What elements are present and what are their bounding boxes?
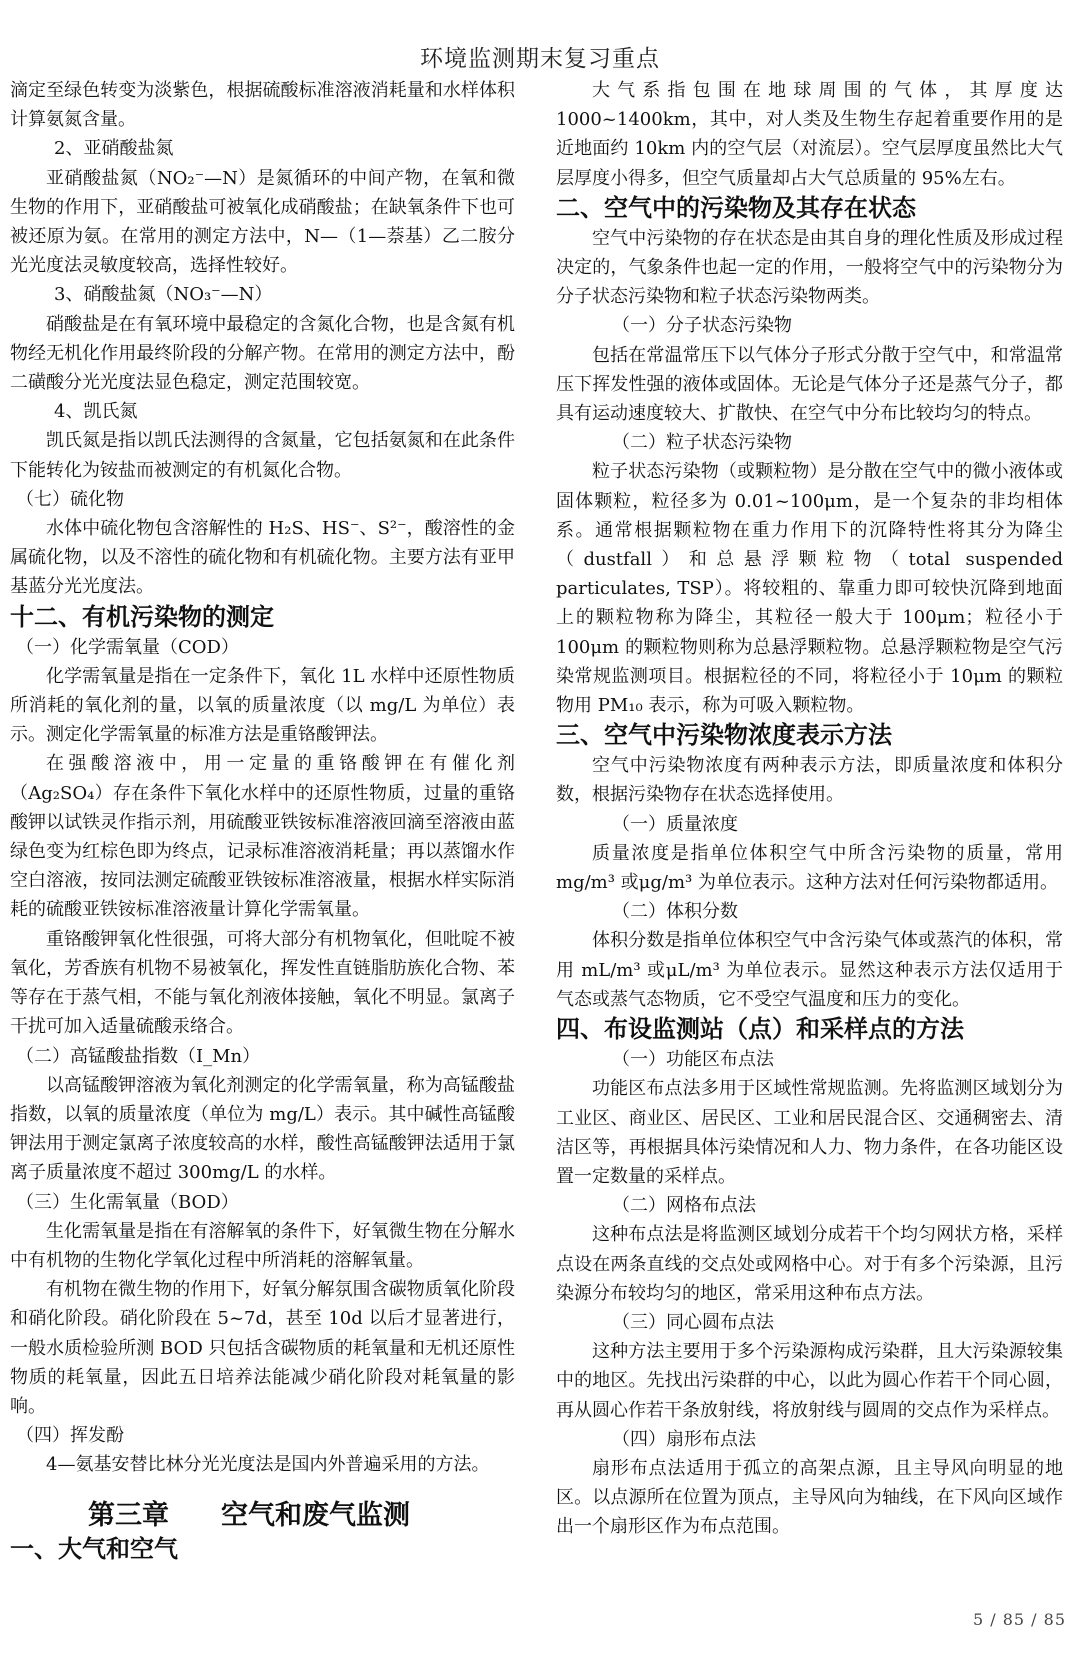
chapter-heading: [10, 1498, 515, 1534]
paragraph: 水体中硫化物包含溶解性的 H₂S、HS⁻、S²⁻，酸溶性的金属硫化物，以及不溶性的硫化物和有机硫化物。主要方法有亚甲基蓝分光光度法。: [10, 518, 515, 598]
paragraph: 空气中污染物浓度有两种表示方法，即质量浓度和体积分数，根据污染物存在状态选择使用。: [556, 755, 1063, 806]
subheading-concentric: （三）同心圆布点法: [612, 1311, 774, 1333]
subheading-nitrate: 3、硝酸盐氮（NO₃⁻—N）: [54, 284, 273, 306]
paragraph: 功能区布点法多用于区域性常规监测。先将监测区域划分为工业区、商业区、居民区、工业和居民混合区、交通稠密去、清洁区等，再根据具体污染情况和人力、物力条件，在各功能区设置一定数量的采样点。: [556, 1078, 1063, 1187]
subheading-sulfide: （七）硫化物: [16, 488, 124, 510]
left-column: [10, 76, 515, 1565]
subheading-molecular: （一）分子状态污染物: [612, 315, 792, 337]
page-number: 5 / 85 / 85: [972, 1610, 1066, 1629]
section-heading-air: 一、大气和空气: [10, 1534, 178, 1563]
paragraph: 这种布点法是将监测区域划分成若干个均匀网状方格，采样点设在两条直线的交点处或网格中心。对于有多个污染源，且污染源分布较均匀的地区，常采用这种布点方法。: [556, 1224, 1063, 1304]
paragraph: 生化需氧量是指在有溶解氧的条件下，好氧微生物在分解水中有机物的生物化学氧化过程中所消耗的溶解氧量。: [10, 1220, 515, 1271]
subheading-cod: （一）化学需氧量（COD）: [16, 636, 239, 658]
paragraph: 有机物在微生物的作用下，好氧分解氛围含碳物质氧化阶段和硝化阶段。硝化阶段在 5~7d，甚至 10d 以后才显著进行，一般水质检验所测 BOD 只包括含碳物质的耗氧量和无机还原性物质的耗氧量，因此五日培养法能减少硝化阶段对耗氧量的影响。: [10, 1279, 515, 1417]
section-heading-sites: 四、布设监测站（点）和采样点的方法: [556, 1015, 964, 1044]
paragraph: 亚硝酸盐氮（NO₂⁻—N）是氮循环的中间产物，在氧和微生物的作用下，亚硝酸盐可被氧化成硝酸盐；在缺氧条件下也可被还原为氨。在常用的测定方法中，N—（1—萘基）乙二胺分光光度法灵敏度较高，选择性较好。: [10, 167, 515, 277]
paragraph: 化学需氧量是指在一定条件下，氧化 1L 水样中还原性物质所消耗的氧化剂的量，以氧的质量浓度（以 mg/L 为单位）表示。测定化学需氧量的标准方法是重铬酸钾法。: [10, 665, 515, 746]
paragraph: 硝酸盐是在有氧环境中最稳定的含氮化合物，也是含氮有机物经无机化作用最终阶段的分解产物。在常用的测定方法中，酚二磺酸分光光度法显色稳定，测定范围较宽。: [10, 313, 515, 394]
section-heading-pollutants: 二、空气中的污染物及其存在状态: [556, 193, 916, 222]
subheading-fan: （四）扇形布点法: [612, 1428, 756, 1450]
paragraph: 滴定至绿色转变为淡紫色，根据硫酸标准溶液消耗量和水样体积计算氨氮含量。: [10, 80, 515, 131]
paragraph: 包括在常温常压下以气体分子形式分散于空气中，和常温常压下挥发性强的液体或固体。无论是气体分子还是蒸气分子，都具有运动速度较大、扩散快、在空气中分布比较均匀的特点。: [556, 344, 1063, 425]
subheading-functional: （一）功能区布点法: [612, 1049, 774, 1071]
subheading-grid: （二）网格布点法: [612, 1195, 756, 1217]
paragraph: 重铬酸钾氧化性很强，可将大部分有机物氧化，但吡啶不被氧化，芳香族有机物不易被氧化，挥发性直链脂肪族化合物、苯等存在于蒸气相，不能与氧化剂液体接触，氧化不明显。氯离子干扰可加入适量硫酸汞络合。: [10, 928, 515, 1038]
paragraph: 在强酸溶液中，用一定量的重铬酸钾在有催化剂（Ag₂SO₄）存在条件下氧化水样中的还原性物质，过量的重铬酸钾以试铁灵作指示剂，用硫酸亚铁铵标准溶液回滴至溶液由蓝绿色变为红棕色即为终点，记录标准溶液消耗量；再以蒸馏水作空白溶液，按同法测定硫酸亚铁铵标准溶液量，根据水样实际消耗的硫酸亚铁铵标准溶液量计算化学需氧量。: [10, 753, 515, 921]
paragraph: 以高锰酸钾溶液为氧化剂测定的化学需氧量，称为高锰酸盐指数，以氧的质量浓度（单位为 mg/L）表示。其中碱性高锰酸钾法用于测定氯离子浓度较高的水样，酸性高锰酸钾法适用于氯离子质量浓度不超过 300mg/L 的水样。: [10, 1074, 515, 1184]
paragraph: 体积分数是指单位体积空气中含污染气体或蒸汽的体积，常用 mL/m³ 或μL/m³ 为单位表示。显然这种表示方法仅适用于气态或蒸气态物质，它不受空气温度和压力的变化。: [556, 930, 1063, 1010]
paragraph: 这种方法主要用于多个污染源构成污染群，且大污染源较集中的地区。先找出污染群的中心，以此为圆心作若干个同心圆，再从圆心作若干条放射线，将放射线与圆周的交点作为采样点。: [556, 1341, 1063, 1421]
subheading-mass: （一）质量浓度: [612, 813, 738, 835]
paragraph: 空气中污染物的存在状态是由其自身的理化性质及形成过程决定的，气象条件也起一定的作用，一般将空气中的污染物分为分子状态污染物和粒子状态污染物两类。: [556, 227, 1063, 308]
paragraph: 扇形布点法适用于孤立的高架点源，且主导风向明显的地区。以点源所在位置为顶点，主导风向为轴线，在下风向区域作出一个扇形区作为布点范围。: [556, 1457, 1063, 1538]
subheading-volume: （二）体积分数: [612, 901, 738, 923]
subheading-imn: （二）高锰酸盐指数（I_Mn）: [16, 1045, 261, 1067]
subheading-phenol: （四）挥发酚: [16, 1425, 124, 1447]
chapter-title: 空气和废气监测: [221, 1499, 410, 1531]
paragraph: 大气系指包围在地球周围的气体，其厚度达 1000~1400km，其中，对人类及生物生存起着重要作用的是近地面约 10km 内的空气层（对流层）。空气层厚度虽然比大气层厚度小得多，但空气质量却占大气总质量的 95%左右。: [556, 80, 1063, 189]
section-heading-concentration: 三、空气中污染物浓度表示方法: [556, 721, 892, 750]
right-column: [556, 76, 1063, 1542]
paragraph: 凯氏氮是指以凯氏法测得的含氮量，它包括氨氮和在此条件下能转化为铵盐而被测定的有机氮化合物。: [10, 430, 515, 481]
paragraph: 粒子状态污染物（或颗粒物）是分散在空气中的微小液体或固体颗粒，粒径多为 0.01~100μm，是一个复杂的非均相体系。通常根据颗粒物在重力作用下的沉降特性将其分为降尘（dustfall）和总悬浮颗粒物（total suspended particulates, TSP）。将较粗的、靠重力即可较快沉降到地面上的颗粒物称为降尘，其粒径一般大于 100μm；粒径小于 100μm 的颗粒物则称为总悬浮颗粒物。总悬浮颗粒物是空气污染常规监测项目。根据粒径的不同，将粒径小于 10μm 的颗粒物用 PM₁₀ 表示，称为可吸入颗粒物。: [556, 461, 1063, 717]
subheading-bod: （三）生化需氧量（BOD）: [16, 1191, 239, 1213]
subheading-nitrite: 2、亚硝酸盐氮: [54, 138, 174, 160]
subheading-kjeldahl: 4、凯氏氮: [54, 401, 138, 423]
page-header-title: 环境监测期末复习重点: [420, 46, 660, 72]
section-heading-organic: 十二、有机污染物的测定: [10, 602, 274, 631]
chapter-number: 第三章: [88, 1499, 169, 1531]
paragraph: 质量浓度是指单位体积空气中所含污染物的质量，常用 mg/m³ 或μg/m³ 为单位表示。这种方法对任何污染物都适用。: [556, 842, 1063, 894]
paragraph: 4—氨基安替比林分光光度法是国内外普遍采用的方法。: [46, 1454, 490, 1476]
subheading-particle: （二）粒子状态污染物: [612, 432, 792, 454]
